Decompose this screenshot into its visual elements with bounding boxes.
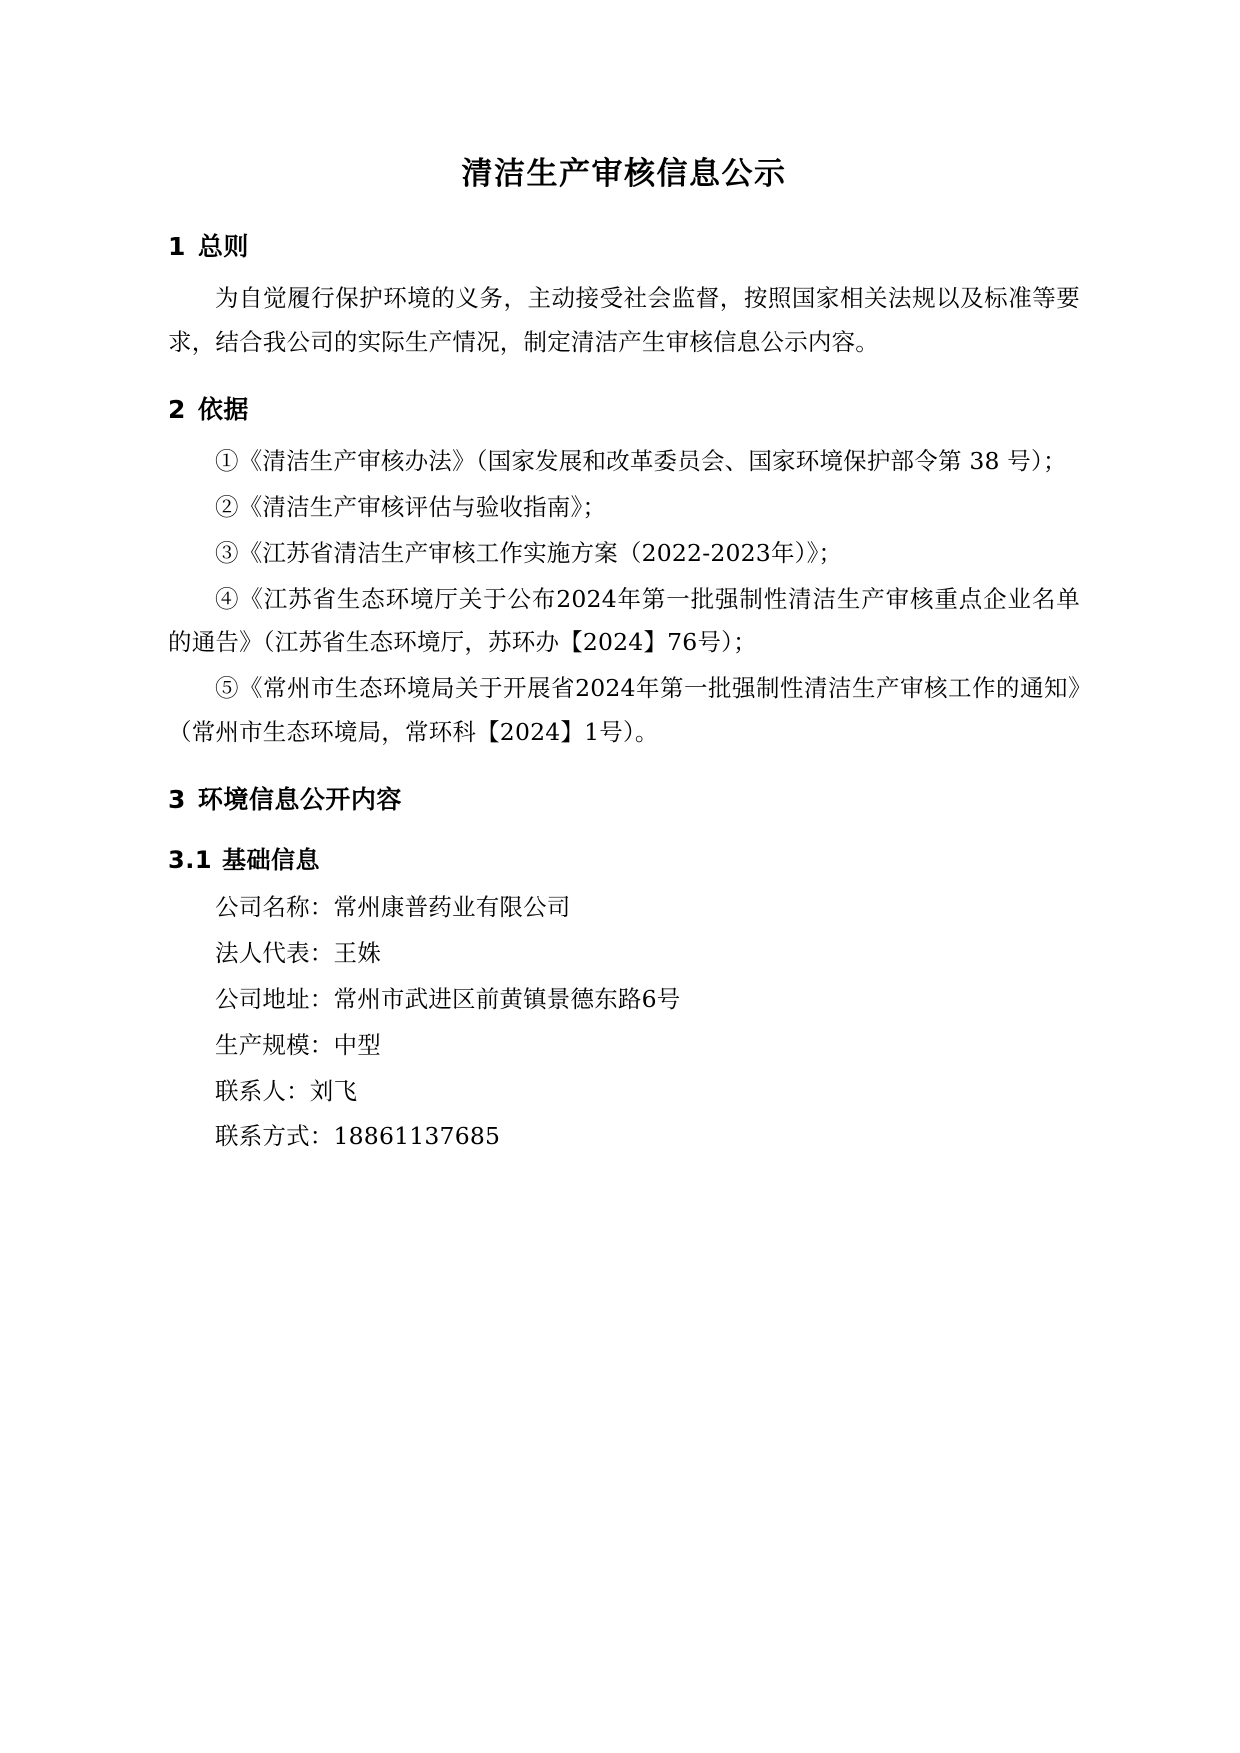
- section-2-paragraph-5: ⑤《常州市生态环境局关于开展省2024年第一批强制性清洁生产审核工作的通知》（常州市生态环境局，常环科【2024】1号）。: [168, 673, 1080, 746]
- section-number-2: 2: [168, 395, 186, 425]
- section-title-3: 环境信息公开内容: [197, 785, 402, 815]
- section-heading-2: [168, 390, 1080, 426]
- list-item-company-name: 公司名称：常州康普药业有限公司: [215, 893, 571, 922]
- section-2-paragraph-3: ③《江苏省清洁生产审核工作实施方案（2022-2023年）》；: [215, 538, 843, 567]
- section-heading-1: [168, 227, 1080, 263]
- section-heading-3: [168, 780, 1080, 816]
- section-title-1: 总则: [197, 232, 249, 261]
- list-item-contact-phone: 联系方式：18861137685: [215, 1122, 501, 1151]
- subsection-heading-3-1: [168, 840, 1080, 875]
- section-number-3: 3: [168, 785, 186, 815]
- page-title: 清洁生产审核信息公示: [461, 156, 787, 192]
- list-item-company-address: 公司地址：常州市武进区前黄镇景德东路6号: [215, 984, 681, 1013]
- basic-info-list: [168, 885, 1080, 1160]
- list-item-contact-person: 联系人：刘飞: [215, 1076, 358, 1105]
- section-number-1: 1: [168, 232, 186, 261]
- section-title-2: 依据: [197, 395, 249, 425]
- list-item-production-scale: 生产规模：中型: [215, 1030, 381, 1059]
- list-item-legal-representative: 法人代表：王姝: [215, 939, 381, 968]
- section-2-paragraph-2: ②《清洁生产审核评估与验收指南》；: [215, 493, 607, 522]
- subsection-title-3-1: 基础信息: [222, 846, 321, 875]
- subsection-number-3-1: 3.1: [168, 846, 213, 875]
- section-1-paragraph-1: 为自觉履行保护环境的义务，主动接受社会监督，按照国家相关法规以及标准等要求，结合我公司的实际生产情况，制定清洁产生审核信息公示内容。: [168, 284, 1080, 356]
- section-2-paragraph-1: ①《清洁生产审核办法》（国家发展和改革委员会、国家环境保护部令第 38 号）；: [215, 447, 1067, 476]
- section-2-paragraph-4: ④《江苏省生态环境厅关于公布2024年第一批强制性清洁生产审核重点企业名单的通告》（江苏省生态环境厅，苏环办【2024】76号）；: [168, 584, 1080, 657]
